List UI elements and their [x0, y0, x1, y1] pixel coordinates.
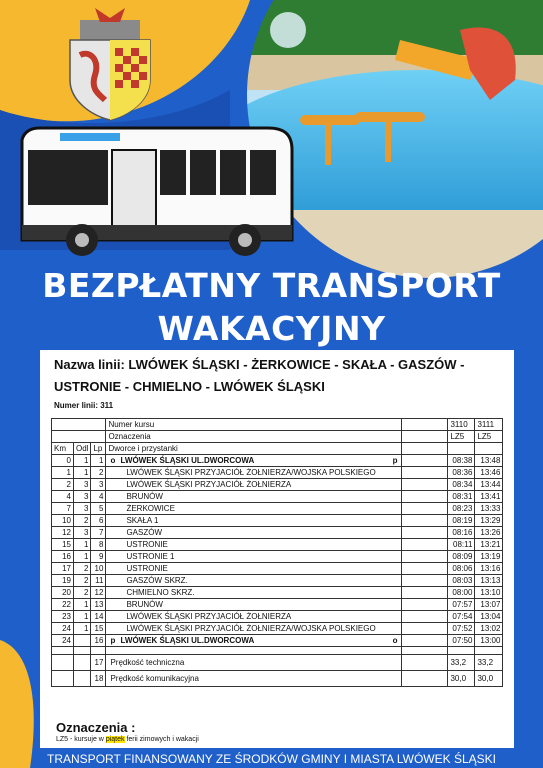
- cell-stop-mark: p: [110, 636, 116, 645]
- cell-stop: [106, 515, 402, 527]
- cell-blank: [402, 539, 448, 551]
- table-row: [52, 611, 503, 623]
- bus-illustration: [22, 128, 292, 256]
- cell-time-3111: 13:41: [475, 491, 503, 503]
- line-number: Numer linii: 311: [54, 401, 114, 410]
- cell-stop-name: USTRONIE: [126, 540, 168, 549]
- cell-time-3111: 13:48: [475, 455, 503, 467]
- table-row: [52, 491, 503, 503]
- cell-stop-end: p: [392, 456, 398, 465]
- cell-stop-name: USTRONIE: [126, 564, 168, 573]
- cell-lp: 13: [91, 599, 106, 611]
- coat-of-arms: [70, 8, 150, 120]
- cell-stop: [106, 623, 402, 635]
- cell-time-3110: 08:31: [448, 491, 475, 503]
- cell-time-3110: 07:57: [448, 599, 475, 611]
- cell-blank: [402, 635, 448, 647]
- cell-lp: 7: [91, 527, 106, 539]
- cell-stop-name: LWÓWEK ŚLĄSKI UL.DWORCOWA: [120, 636, 255, 645]
- cell-km: 23: [52, 611, 74, 623]
- cell-blank: [402, 551, 448, 563]
- cell-lp: 3: [91, 479, 106, 491]
- cell-odl: 2: [74, 515, 91, 527]
- summary-value-3111: 33,2: [475, 655, 503, 671]
- header-kurs2-ozn: LZ5: [475, 431, 503, 443]
- cell-blank: [402, 647, 448, 655]
- table-header-row: [52, 443, 503, 455]
- cell-stop: [106, 587, 402, 599]
- header-lp: Lp: [91, 443, 106, 455]
- cell-km: 20: [52, 587, 74, 599]
- cell-stop: [106, 563, 402, 575]
- cell-lp: 17: [91, 655, 106, 671]
- cell-blank: [402, 455, 448, 467]
- table-header-row: [52, 419, 503, 431]
- header-km: Km: [52, 443, 74, 455]
- cell-stop: [106, 467, 402, 479]
- cell-time-3111: 13:02: [475, 623, 503, 635]
- cell-stop-name: GASZÓW SKRZ.: [126, 576, 188, 585]
- cell-blank: [52, 655, 74, 671]
- cell-blank: [402, 611, 448, 623]
- cell-time-3110: 08:16: [448, 527, 475, 539]
- cell-km: 24: [52, 623, 74, 635]
- table-row: [52, 599, 503, 611]
- table-row: [52, 503, 503, 515]
- table-row: [52, 467, 503, 479]
- cell-km: 15: [52, 539, 74, 551]
- cell-stop-mark: o: [110, 456, 116, 465]
- header-nr-kursu: Numer kursu: [106, 419, 402, 431]
- cell-time-3110: 08:00: [448, 587, 475, 599]
- timetable-sheet: [40, 350, 514, 748]
- cell-lp: 11: [91, 575, 106, 587]
- cell-odl: 2: [74, 575, 91, 587]
- cell-stop-name: USTRONIE 1: [126, 552, 175, 561]
- summary-row: [52, 655, 503, 671]
- cell-stop-name: LWÓWEK ŚLĄSKI PRZYJACIÓŁ ŻOŁNIERZA/WOJSKA POLSKIEGO: [126, 468, 376, 477]
- header-kurs1: 3110: [448, 419, 475, 431]
- cell-time-3110: 08:36: [448, 467, 475, 479]
- cell-blank: [74, 647, 91, 655]
- cell-km: 17: [52, 563, 74, 575]
- cell-km: 10: [52, 515, 74, 527]
- cell-lp: 12: [91, 587, 106, 599]
- cell-stop: [106, 503, 402, 515]
- cell-time-3110: 08:03: [448, 575, 475, 587]
- header-oznaczenia: Oznaczenia: [106, 431, 402, 443]
- cell-time-3110: 08:09: [448, 551, 475, 563]
- cell-km: 19: [52, 575, 74, 587]
- cell-time-3111: 13:21: [475, 539, 503, 551]
- table-row: [52, 563, 503, 575]
- cell-odl: 2: [74, 587, 91, 599]
- cell-lp: 14: [91, 611, 106, 623]
- cell-time-3111: 13:26: [475, 527, 503, 539]
- summary-value-3111: 30,0: [475, 671, 503, 687]
- cell-time-3111: 13:04: [475, 611, 503, 623]
- cell-lp: 16: [91, 635, 106, 647]
- cell-time-3110: 07:54: [448, 611, 475, 623]
- cell-blank: [106, 647, 402, 655]
- cell-blank: [74, 655, 91, 671]
- table-row: [52, 587, 503, 599]
- footer-funding-note: TRANSPORT FINANSOWANY ZE ŚRODKÓW GMINY I MIASTA LWÓWEK ŚLĄSKI: [47, 752, 496, 766]
- cell-stop-name: ŻERKOWICE: [126, 504, 175, 513]
- cell-odl: 1: [74, 551, 91, 563]
- table-spacer-row: [52, 647, 503, 655]
- cell-km: 1: [52, 467, 74, 479]
- cell-time-3110: 08:34: [448, 479, 475, 491]
- cell-blank: [402, 563, 448, 575]
- cell-km: 12: [52, 527, 74, 539]
- line-name-row2: USTRONIE - CHMIELNO - LWÓWEK ŚLĄSKI: [54, 379, 325, 394]
- cell-stop: [106, 539, 402, 551]
- cell-lp: 6: [91, 515, 106, 527]
- cell-lp: 9: [91, 551, 106, 563]
- cell-blank: [402, 599, 448, 611]
- summary-value-3110: 33,2: [448, 655, 475, 671]
- cell-stop: [106, 491, 402, 503]
- table-row: [52, 635, 503, 647]
- cell-time-3111: 13:07: [475, 599, 503, 611]
- cell-blank: [74, 671, 91, 687]
- cell-stop: [106, 635, 402, 647]
- cell-km: 24: [52, 635, 74, 647]
- cell-stop-name: LWÓWEK ŚLĄSKI PRZYJACIÓŁ ŻOŁNIERZA: [126, 480, 292, 489]
- table-row: [52, 479, 503, 491]
- cell-blank: [402, 623, 448, 635]
- oznaczenia-text: [56, 736, 199, 743]
- cell-odl: 1: [74, 455, 91, 467]
- cell-stop-name: LWÓWEK ŚLĄSKI PRZYJACIÓŁ ŻOŁNIERZA/WOJSKA POLSKIEGO: [126, 624, 376, 633]
- cell-km: 16: [52, 551, 74, 563]
- summary-value-3110: 30,0: [448, 671, 475, 687]
- cell-time-3111: 13:16: [475, 563, 503, 575]
- cell-lp: 18: [91, 671, 106, 687]
- cell-time-3110: 07:52: [448, 623, 475, 635]
- oznaczenia-prefix: LZ5 - kursuje w: [56, 736, 104, 743]
- cell-blank: [475, 647, 503, 655]
- cell-stop-name: LWÓWEK ŚLĄSKI PRZYJACIÓŁ ŻOŁNIERZA: [126, 612, 292, 621]
- cell-blank: [402, 515, 448, 527]
- cell-blank: [402, 467, 448, 479]
- cell-lp: 2: [91, 467, 106, 479]
- cell-stop: [106, 599, 402, 611]
- table-row: [52, 455, 503, 467]
- poster-title-line2: WAKACYJNY: [157, 309, 386, 348]
- cell-time-3111: 13:13: [475, 575, 503, 587]
- cell-blank: [52, 647, 74, 655]
- line-name-label: Nazwa linii:: [54, 357, 125, 372]
- cell-odl: 3: [74, 479, 91, 491]
- cell-time-3111: 13:19: [475, 551, 503, 563]
- cell-stop: [106, 479, 402, 491]
- table-row: [52, 551, 503, 563]
- cell-stop-name: CHMIELNO SKRZ.: [126, 588, 195, 597]
- cell-time-3110: 08:23: [448, 503, 475, 515]
- cell-lp: 10: [91, 563, 106, 575]
- header-dworce: Dworce i przystanki: [106, 443, 402, 455]
- cell-km: 7: [52, 503, 74, 515]
- cell-time-3111: 13:46: [475, 467, 503, 479]
- line-name: [54, 354, 474, 398]
- summary-label: Prędkość komunikacyjna: [106, 671, 402, 687]
- cell-time-3111: 13:44: [475, 479, 503, 491]
- cell-lp: 15: [91, 623, 106, 635]
- cell-lp: 1: [91, 455, 106, 467]
- table-row: [52, 575, 503, 587]
- cell-time-3110: 07:50: [448, 635, 475, 647]
- cell-odl: 1: [74, 467, 91, 479]
- cell-km: 0: [52, 455, 74, 467]
- cell-stop-name: BRUNÓW: [126, 600, 163, 609]
- cell-km: 4: [52, 491, 74, 503]
- cell-odl: 3: [74, 503, 91, 515]
- cell-blank: [448, 647, 475, 655]
- cell-blank: [52, 671, 74, 687]
- cell-lp: 8: [91, 539, 106, 551]
- cell-km: 2: [52, 479, 74, 491]
- cell-blank: [402, 671, 448, 687]
- cell-stop-name: BRUNÓW: [126, 492, 163, 501]
- cell-time-3110: 08:06: [448, 563, 475, 575]
- cell-time-3111: 13:29: [475, 515, 503, 527]
- cell-blank: [402, 479, 448, 491]
- cell-odl: 1: [74, 539, 91, 551]
- cell-odl: [74, 635, 91, 647]
- header-kurs1-ozn: LZ5: [448, 431, 475, 443]
- table-row: [52, 527, 503, 539]
- cell-km: 22: [52, 599, 74, 611]
- cell-stop: [106, 527, 402, 539]
- cell-odl: 3: [74, 491, 91, 503]
- cell-time-3111: 13:10: [475, 587, 503, 599]
- table-row: [52, 515, 503, 527]
- cell-lp: 5: [91, 503, 106, 515]
- cell-stop: [106, 551, 402, 563]
- cell-blank: [402, 527, 448, 539]
- cell-time-3110: 08:19: [448, 515, 475, 527]
- cell-blank: [402, 503, 448, 515]
- cell-odl: 3: [74, 527, 91, 539]
- cell-odl: 1: [74, 599, 91, 611]
- cell-time-3110: 08:38: [448, 455, 475, 467]
- cell-blank: [402, 575, 448, 587]
- cell-stop-name: LWÓWEK ŚLĄSKI UL.DWORCOWA: [120, 456, 255, 465]
- summary-label: Prędkość techniczna: [106, 655, 402, 671]
- cell-stop: [106, 455, 402, 467]
- timetable-table: [51, 418, 503, 687]
- oznaczenia-title: Oznaczenia :: [56, 720, 136, 735]
- cell-odl: 1: [74, 611, 91, 623]
- header-odl: Odl: [74, 443, 91, 455]
- cell-blank: [402, 491, 448, 503]
- header-kurs2: 3111: [475, 419, 503, 431]
- cell-time-3111: 13:00: [475, 635, 503, 647]
- cell-stop: [106, 611, 402, 623]
- table-row: [52, 539, 503, 551]
- oznaczenia-highlight: piątek: [105, 736, 125, 743]
- summary-row: [52, 671, 503, 687]
- cell-lp: 4: [91, 491, 106, 503]
- oznaczenia-suffix: ferii zimowych i wakacji: [126, 736, 199, 743]
- cell-stop-end: o: [392, 636, 398, 645]
- line-name-row1: LWÓWEK ŚLĄSKI - ŻERKOWICE - SKAŁA - GASZÓW -: [128, 357, 465, 372]
- cell-odl: 2: [74, 563, 91, 575]
- cell-odl: 1: [74, 623, 91, 635]
- cell-stop-name: SKAŁA 1: [126, 516, 159, 525]
- cell-stop: [106, 575, 402, 587]
- table-header-row: [52, 431, 503, 443]
- table-row: [52, 623, 503, 635]
- cell-time-3111: 13:33: [475, 503, 503, 515]
- cell-time-3110: 08:11: [448, 539, 475, 551]
- cell-blank: [402, 655, 448, 671]
- cell-stop-name: GASZÓW: [126, 528, 163, 537]
- cell-blank: [402, 587, 448, 599]
- cell-blank: [91, 647, 106, 655]
- poster-title-line1: BEZPŁATNY TRANSPORT: [42, 266, 501, 305]
